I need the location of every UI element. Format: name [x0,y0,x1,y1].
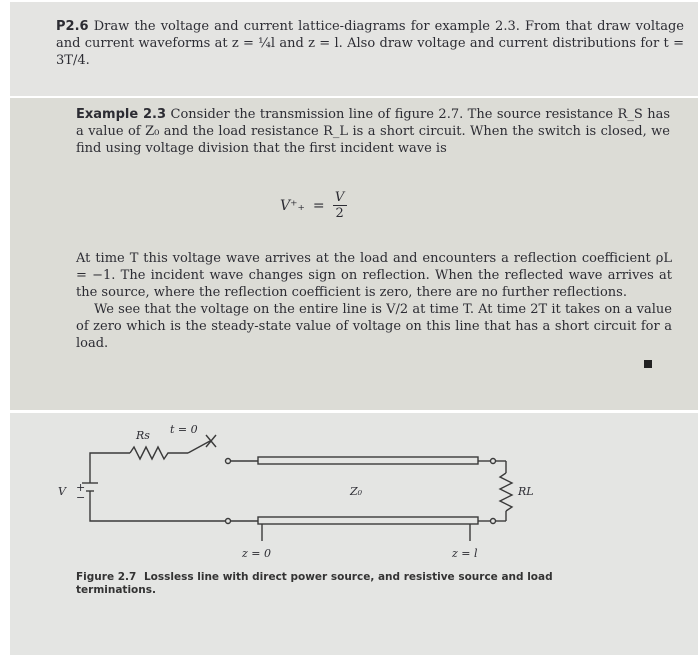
line-top-conductor [258,457,478,464]
caption-label: Figure 2.7 [76,571,137,583]
bottom-wire [90,501,225,521]
problem-label: P2.6 [56,19,89,34]
example-paragraph-2: At time T this voltage wave arrives at the load and encounters a reflection coefficient ρL = −1. The incident wave changes sign on reflection. When the reflected wave arrives at the source, where the reflection coefficient is zero, there are no further reflections. [76,251,672,300]
end-of-example-marker [644,360,652,368]
battery-minus: − [76,491,86,504]
z-start-label: z = 0 [242,547,272,560]
z-end-label: z = l [452,547,478,560]
circuit-diagram [10,413,698,573]
example-panel [10,98,698,410]
rl-label: RL [518,485,534,498]
equation-denominator: 2 [335,206,344,221]
example-paragraph-3: We see that the voltage on the entire line is V/2 at time T. At time 2T it takes on a value of zero which is the steady-state value of voltage on this line that has a short circuit for a load. [76,302,672,351]
rs-label: Rs [136,429,150,442]
top-left-wire [90,453,130,463]
source-label: V [58,485,66,498]
battery-plus: + [76,481,86,494]
problem-panel [10,2,698,96]
equation-fraction [333,190,347,221]
figure-caption [76,571,636,597]
line-bottom-conductor [258,517,478,524]
equation-lhs: V⁺₊ [280,197,305,214]
problem-statement [56,18,684,69]
switch-terminal [226,459,231,464]
rl-resistor [500,473,512,511]
example-intro-text: Consider the transmission line of figure 2.7. The source resistance R_S has a value of Z₀ and the load resistance R_L is a short circuit. When the switch is closed, we find using voltage division that the first incident wave is [76,107,670,156]
problem-text: Draw the voltage and current lattice-diagrams for example 2.3. From that draw voltage and current waveforms at z = ¼l and z = l. Also draw voltage and current distributions for t = 3T/4. [56,19,684,68]
switch-label: t = 0 [170,423,198,436]
example-body [76,250,672,352]
caption-text: Lossless line with direct power source, and resistive source and load terminations. [76,571,553,596]
equation-equals: = [312,197,325,214]
example-intro [76,106,670,157]
incident-wave-equation [280,190,347,221]
figure-panel [10,413,698,655]
equation-numerator: V [334,190,345,205]
rs-resistor [130,447,188,459]
z0-label: Z₀ [350,485,363,498]
example-label: Example 2.3 [76,107,167,122]
